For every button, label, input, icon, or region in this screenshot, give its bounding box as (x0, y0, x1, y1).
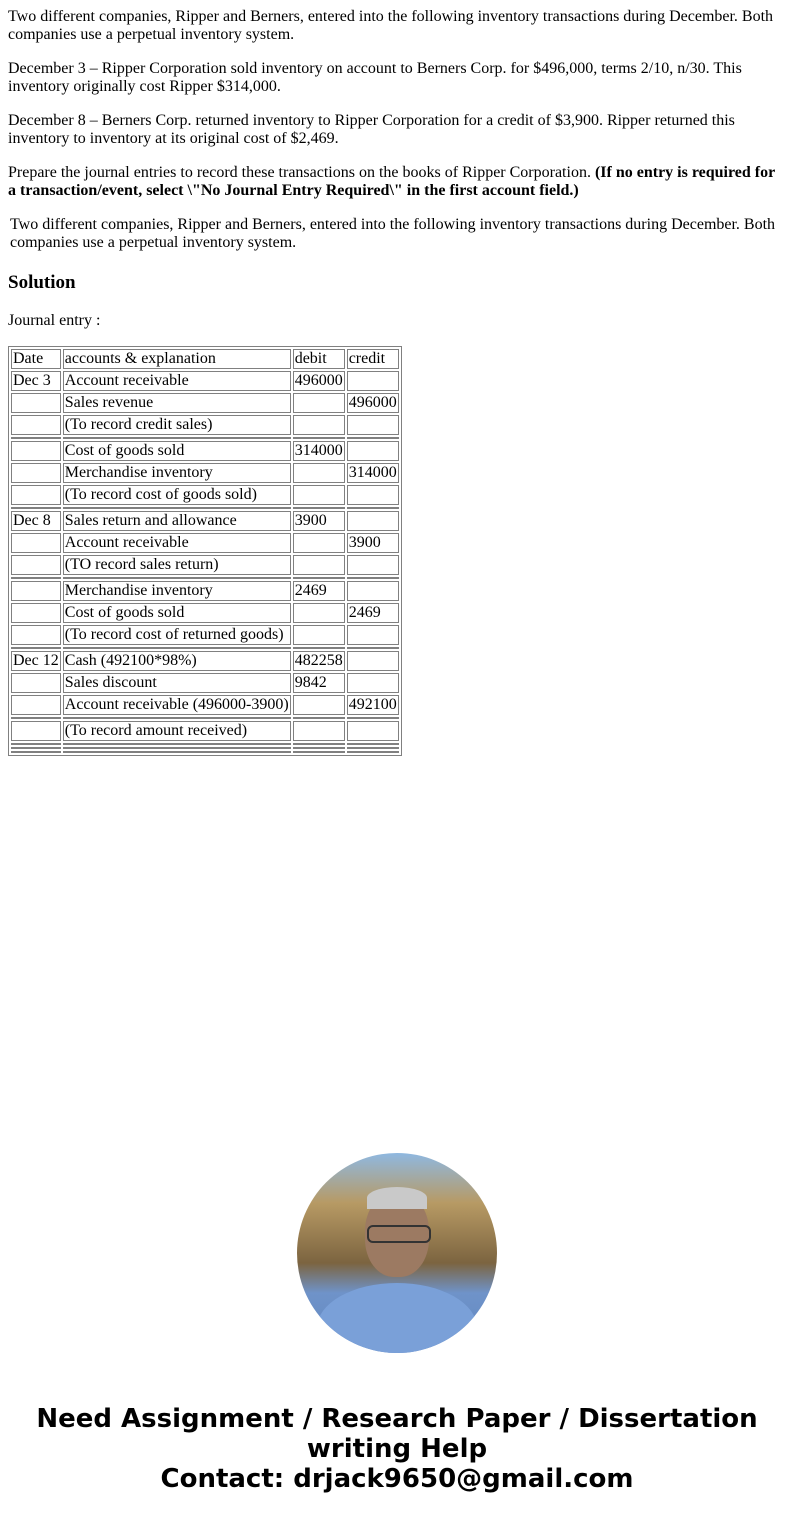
separator-cell (347, 751, 399, 753)
contact-banner (0, 1404, 794, 1494)
credit-cell (347, 651, 399, 671)
date-cell (11, 603, 61, 623)
quoted-question: Two different companies, Ripper and Berners, entered into the following inventory transactions during December. Both companies use a perpetual inventory system. (10, 216, 776, 251)
table-row (11, 533, 399, 553)
dec3-paragraph: December 3 – Ripper Corporation sold inventory on account to Berners Corp. for $496,000, terms 2/10, n/30. This inventory originally cost Ripper $314,000. (8, 60, 742, 95)
debit-cell (293, 555, 345, 575)
separator-row (11, 507, 399, 509)
credit-cell (347, 721, 399, 741)
date-cell: Dec 3 (11, 371, 61, 391)
credit-cell (347, 415, 399, 435)
header-debit: debit (293, 349, 345, 369)
separator-cell (11, 507, 61, 509)
credit-cell: 3900 (347, 533, 399, 553)
table-header-row (11, 349, 399, 369)
date-cell (11, 393, 61, 413)
table-row (11, 555, 399, 575)
debit-cell (293, 625, 345, 645)
table-row (11, 393, 399, 413)
separator-row (11, 751, 399, 753)
credit-cell (347, 625, 399, 645)
header-date: Date (11, 349, 61, 369)
credit-cell (347, 673, 399, 693)
debit-cell (293, 415, 345, 435)
separator-cell (63, 743, 291, 745)
separator-row (11, 647, 399, 649)
account-cell: Merchandise inventory (63, 463, 291, 483)
account-cell: (To record amount received) (63, 721, 291, 741)
credit-cell (347, 555, 399, 575)
separator-cell (63, 751, 291, 753)
header-credit: credit (347, 349, 399, 369)
account-cell: (To record cost of goods sold) (63, 485, 291, 505)
table-row (11, 581, 399, 601)
table-row (11, 721, 399, 741)
separator-cell (11, 743, 61, 745)
separator-cell (63, 747, 291, 749)
separator-cell (293, 577, 345, 579)
table-row (11, 673, 399, 693)
date-cell (11, 415, 61, 435)
separator-cell (347, 743, 399, 745)
separator-row (11, 577, 399, 579)
separator-cell (63, 577, 291, 579)
table-row (11, 511, 399, 531)
account-cell: (To record credit sales) (63, 415, 291, 435)
separator-cell (293, 437, 345, 439)
credit-cell (347, 581, 399, 601)
account-cell: Cost of goods sold (63, 603, 291, 623)
date-cell (11, 625, 61, 645)
credit-cell: 2469 (347, 603, 399, 623)
table-row (11, 485, 399, 505)
account-cell: Account receivable (63, 371, 291, 391)
separator-cell (63, 437, 291, 439)
date-cell (11, 695, 61, 715)
account-cell: Account receivable (496000-3900) (64, 696, 289, 713)
table-row (11, 371, 399, 391)
debit-cell: 3900 (293, 511, 345, 531)
table-row (11, 415, 399, 435)
credit-cell (347, 441, 399, 461)
separator-cell (347, 717, 399, 719)
author-photo (297, 1153, 497, 1353)
instruction-bold: (If no entry is required for a transaction/event, select \"No Journal Entry Required\" in the first account field.) (8, 164, 775, 199)
table-row (11, 603, 399, 623)
separator-cell (347, 437, 399, 439)
separator-cell (347, 577, 399, 579)
separator-cell (293, 647, 345, 649)
instruction-text: Prepare the journal entries to record these transactions on the books of Ripper Corporation. (8, 164, 595, 181)
header-accounts: accounts & explanation (63, 349, 291, 369)
debit-cell: 2469 (293, 581, 345, 601)
debit-cell: 314000 (294, 442, 343, 459)
date-cell (11, 533, 61, 553)
credit-cell (347, 485, 399, 505)
debit-cell (293, 463, 345, 483)
debit-cell (293, 721, 345, 741)
account-cell: (To record cost of returned goods) (63, 625, 291, 645)
separator-cell (11, 747, 61, 749)
separator-row (11, 437, 399, 439)
date-cell (11, 441, 61, 461)
credit-cell (347, 511, 399, 531)
dec8-paragraph: December 8 – Berners Corp. returned inventory to Ripper Corporation for a credit of $3,900. Ripper returned this inventory to inventory at its original cost of $2,469. (8, 112, 735, 147)
table-row (11, 695, 399, 715)
intro-paragraph: Two different companies, Ripper and Berners, entered into the following inventory transactions during December. Both companies use a perpetual inventory system. (8, 8, 774, 43)
table-row (11, 463, 399, 483)
footer-help-text: Need Assignment / Research Paper / Dissertation writing Help (36, 1404, 758, 1464)
instruction-paragraph (8, 164, 786, 200)
separator-cell (347, 647, 399, 649)
separator-cell (11, 751, 61, 753)
debit-cell: 482258 (294, 652, 343, 669)
date-cell (11, 555, 61, 575)
separator-cell (293, 717, 345, 719)
solution-heading: Solution (8, 272, 76, 293)
table-row (11, 651, 399, 671)
separator-cell (11, 717, 61, 719)
separator-cell (63, 647, 291, 649)
account-cell: (TO record sales return) (63, 555, 291, 575)
separator-cell (63, 717, 291, 719)
credit-cell (347, 371, 399, 391)
debit-cell (293, 695, 345, 715)
separator-cell (293, 507, 345, 509)
date-cell: Dec 12 (13, 652, 59, 669)
credit-cell: 496000 (348, 394, 397, 411)
debit-cell (293, 603, 345, 623)
table-row (11, 441, 399, 461)
date-cell (11, 463, 61, 483)
separator-row (11, 717, 399, 719)
account-cell: Cash (492100*98%) (63, 651, 291, 671)
separator-cell (293, 747, 345, 749)
account-cell: Sales discount (63, 673, 291, 693)
separator-cell (347, 747, 399, 749)
separator-cell (293, 751, 345, 753)
debit-cell: 9842 (293, 673, 345, 693)
separator-cell (347, 507, 399, 509)
journal-table (8, 346, 402, 756)
table-row (11, 625, 399, 645)
date-cell (11, 485, 61, 505)
date-cell (11, 581, 61, 601)
separator-row (11, 747, 399, 749)
account-cell: Sales revenue (63, 393, 291, 413)
separator-row (11, 743, 399, 745)
date-cell: Dec 8 (11, 511, 61, 531)
account-cell: Account receivable (63, 533, 291, 553)
journal-label: Journal entry : (8, 312, 101, 329)
separator-cell (11, 647, 61, 649)
date-cell (11, 673, 61, 693)
footer-contact-text: Contact: drjack9650@gmail.com (160, 1464, 634, 1494)
debit-cell (293, 393, 345, 413)
document-body (0, 0, 794, 756)
debit-cell: 496000 (294, 372, 343, 389)
credit-cell: 314000 (348, 464, 397, 481)
separator-cell (11, 577, 61, 579)
debit-cell (293, 485, 345, 505)
separator-cell (293, 743, 345, 745)
account-cell: Cost of goods sold (63, 441, 291, 461)
account-cell: Sales return and allowance (63, 511, 291, 531)
credit-cell: 492100 (348, 696, 397, 713)
separator-cell (63, 507, 291, 509)
date-cell (11, 721, 61, 741)
debit-cell (293, 533, 345, 553)
account-cell: Merchandise inventory (63, 581, 291, 601)
separator-cell (11, 437, 61, 439)
